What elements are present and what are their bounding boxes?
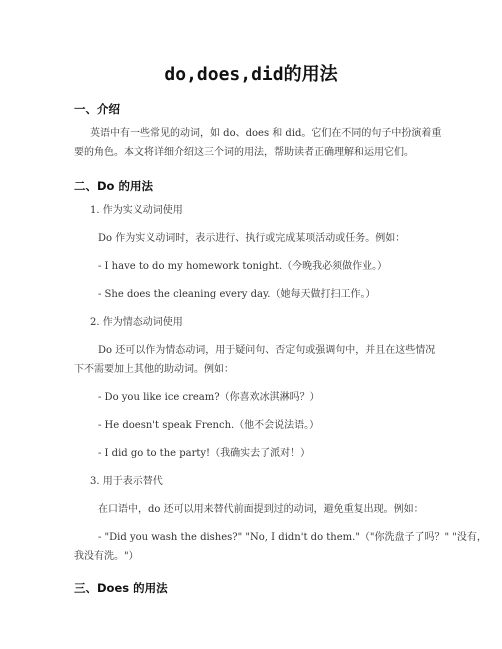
do-item2-desc-line2: 下不需要加上其他的助动词。例如： [74,364,234,375]
intro-para-line2: 要的角色。本文将详细介绍这三个词的用法，帮助读者正确理解和运用它们。 [74,147,414,158]
do-item1-title: 1. 作为实义动词使用 [90,205,183,216]
do-item3-desc: 在口语中，do 还可以用来替代前面提到过的动词，避免重复出现。例如： [98,504,424,515]
do-item1-ex2: - She does the cleaning every day.（她每天做打扫工作。） [98,289,376,300]
heading-does: 三、Does 的用法 [74,581,168,595]
do-item2-ex3: - I did go to the party!（我确实去了派对！） [98,448,311,459]
do-item3-ex1-line1: - "Did you wash the dishes?" "No, I didn't do them."（"你洗盘子了吗？" "没有， [98,532,487,543]
do-item1-ex1: - I have to do my homework tonight.（今晚我必须做作业。） [98,261,388,272]
do-item2-title: 2. 作为情态动词使用 [90,317,183,328]
heading-intro: 一、介绍 [74,102,120,116]
intro-para-line1: 英语中有一些常见的动词，如 do、does 和 did。它们在不同的句子中扮演着重 [90,128,442,139]
do-item2-ex1: - Do you like ice cream?（你喜欢冰淇淋吗？） [98,392,320,403]
heading-do: 二、Do 的用法 [74,179,153,193]
do-item1-desc: Do 作为实义动词时，表示进行、执行或完成某项活动或任务。例如： [98,233,406,244]
document-title: do,does,did的用法 [164,64,338,85]
do-item2-ex2: - He doesn't speak French.（他不会说法语。） [98,420,320,431]
do-item3-title: 3. 用于表示替代 [90,476,163,487]
do-item2-desc-line1: Do 还可以作为情态动词，用于疑问句、否定句或强调句中，并且在这些情况 [98,345,436,356]
do-item3-ex1-line2: 我没有洗。"） [74,551,139,562]
